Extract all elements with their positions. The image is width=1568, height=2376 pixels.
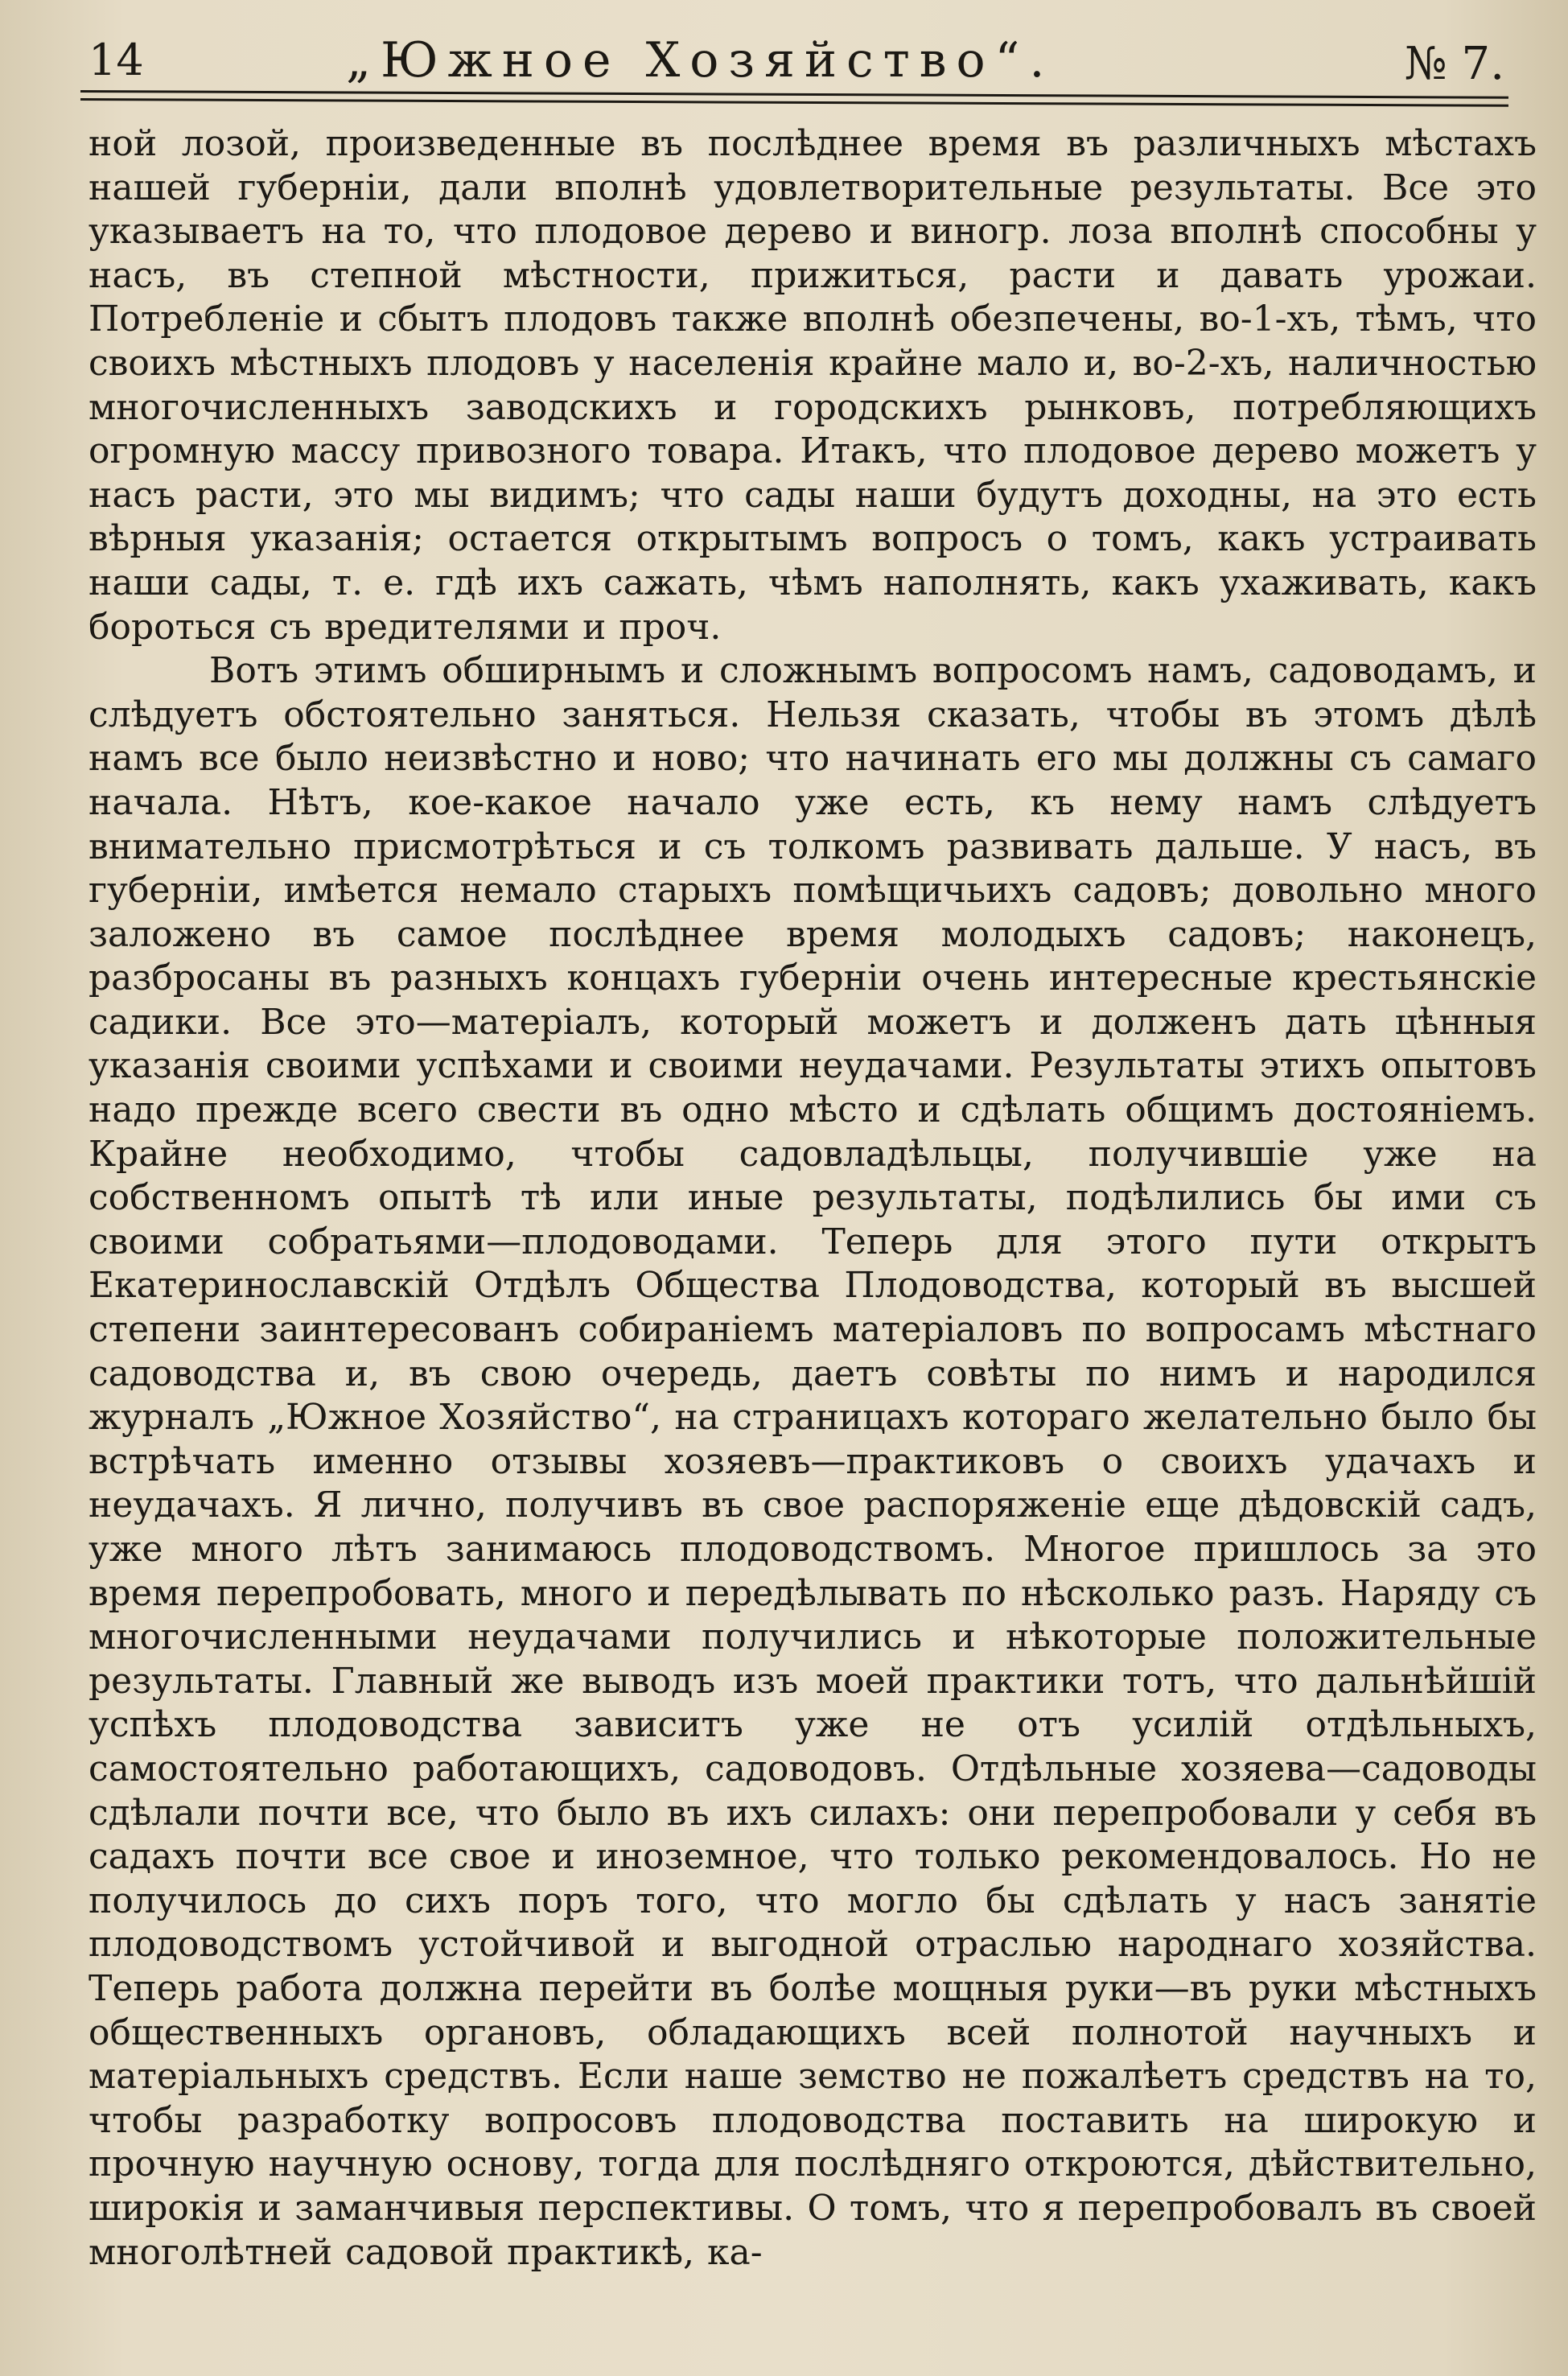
header-rule-bottom bbox=[80, 98, 1508, 107]
header-rule-top bbox=[80, 90, 1508, 99]
paragraph: Вотъ этимъ обширнымъ и сложнымъ вопросомъ намъ, садоводамъ, и слѣдуетъ обстоятельно заняться. Нельзя сказать, чтобы въ этомъ дѣлѣ намъ все было неизвѣстно и ново; что начинать его мы должны съ самаго начала. Нѣтъ, кое-какое начало уже есть, къ нему намъ слѣдуетъ внимательно присмотрѣться и съ толкомъ развивать дальше. У насъ, въ губерніи, имѣется немало старыхъ помѣщичьихъ садовъ; довольно много заложено въ самое послѣднее время молодыхъ садовъ; наконецъ, разбросаны въ разныхъ концахъ губерніи очень интересные крестьянскіе садики. Все это—матеріалъ, который можетъ и долженъ дать цѣнныя указанія своими успѣхами и своими неудачами. Результаты этихъ опытовъ надо прежде всего свести въ одно мѣсто и сдѣлать общимъ достояніемъ. Крайне необходимо, чтобы садовладѣльцы, получившіе уже на собственномъ опытѣ тѣ или иные результаты, подѣлились бы ими съ своими собратьями—плодоводами. Теперь для этого пути открытъ Екатеринославскій Отдѣлъ Общества Плодоводства, который въ высшей степени заинтересованъ собираніемъ матеріаловъ по вопросамъ мѣстнаго садоводства и, въ свою очередь, даетъ совѣты по нимъ и народился журналъ „Южное Хозяйство“, на страницахъ котораго желательно было бы встрѣчать именно отзывы хозяевъ—практиковъ о своихъ удачахъ и неудачахъ. Я лично, получивъ въ свое распоряженіе еще дѣдовскій садъ, уже много лѣтъ занимаюсь плодоводствомъ. Многое пришлось за это время перепробовать, много и передѣлывать по нѣсколько разъ. Наряду съ многочисленными неудачами получились и нѣкоторые положительные результаты. Главный же выводъ изъ моей практики тотъ, что дальнѣйшій успѣхъ плодоводства зависитъ уже не отъ усилій отдѣльныхъ, самостоятельно работающихъ, садоводовъ. Отдѣльные хозяева—садоводы сдѣлали почти все, что было въ ихъ силахъ: они перепробовали у себя въ садахъ почти все свое и иноземное, что только рекомендовалось. Но не получилось до сихъ поръ того, что могло бы сдѣлать у насъ занятіе плодоводствомъ устойчивой и выгодной отраслью народнаго хозяйства. Теперь работа должна перейти въ болѣе мощныя руки—въ руки мѣстныхъ общественныхъ органовъ, обладающихъ всей полнотой научныхъ и матеріальныхъ средствъ. Если наше земство не пожалѣетъ средствъ на то, чтобы разработку вопросовъ плодоводства поставить на широкую и прочную научную основу, тогда для послѣдняго откроются, дѣйствительно, широкія и заманчивыя перспективы. О томъ, что я перепробовалъ въ своей многолѣтней садовой практикѣ, ка- bbox=[88, 650, 1537, 2273]
article-body bbox=[88, 122, 1537, 2275]
issue-number: № 7. bbox=[1404, 38, 1504, 90]
journal-title: „Южное Хозяйство“. bbox=[346, 32, 1055, 89]
paragraph-continued: ной лозой, произведенные въ послѣднее время въ различныхъ мѣстахъ нашей губерніи, дали вполнѣ удовлетворительные результаты. Все это указываетъ на то, что плодовое дерево и виногр. лоза вполнѣ способны у насъ, въ степной мѣстности, прижиться, расти и давать урожаи. Потребленіе и сбытъ плодовъ также вполнѣ обезпечены, во-1-хъ, тѣмъ, что своихъ мѣстныхъ плодовъ у населенія крайне мало и, во-2-хъ, наличностью многочисленныхъ заводскихъ и городскихъ рынковъ, потребляющихъ огромную массу привозного товара. Итакъ, что плодовое дерево можетъ у насъ расти, это мы видимъ; что сады наши будутъ доходны, на это есть вѣрныя указанія; остается открытымъ вопросъ о томъ, какъ устраивать наши сады, т. е. гдѣ ихъ сажать, чѣмъ наполнять, какъ ухаживать, какъ бороться съ вредителями и проч. bbox=[88, 123, 1537, 648]
page-number: 14 bbox=[88, 35, 144, 85]
page-header bbox=[88, 32, 1504, 89]
